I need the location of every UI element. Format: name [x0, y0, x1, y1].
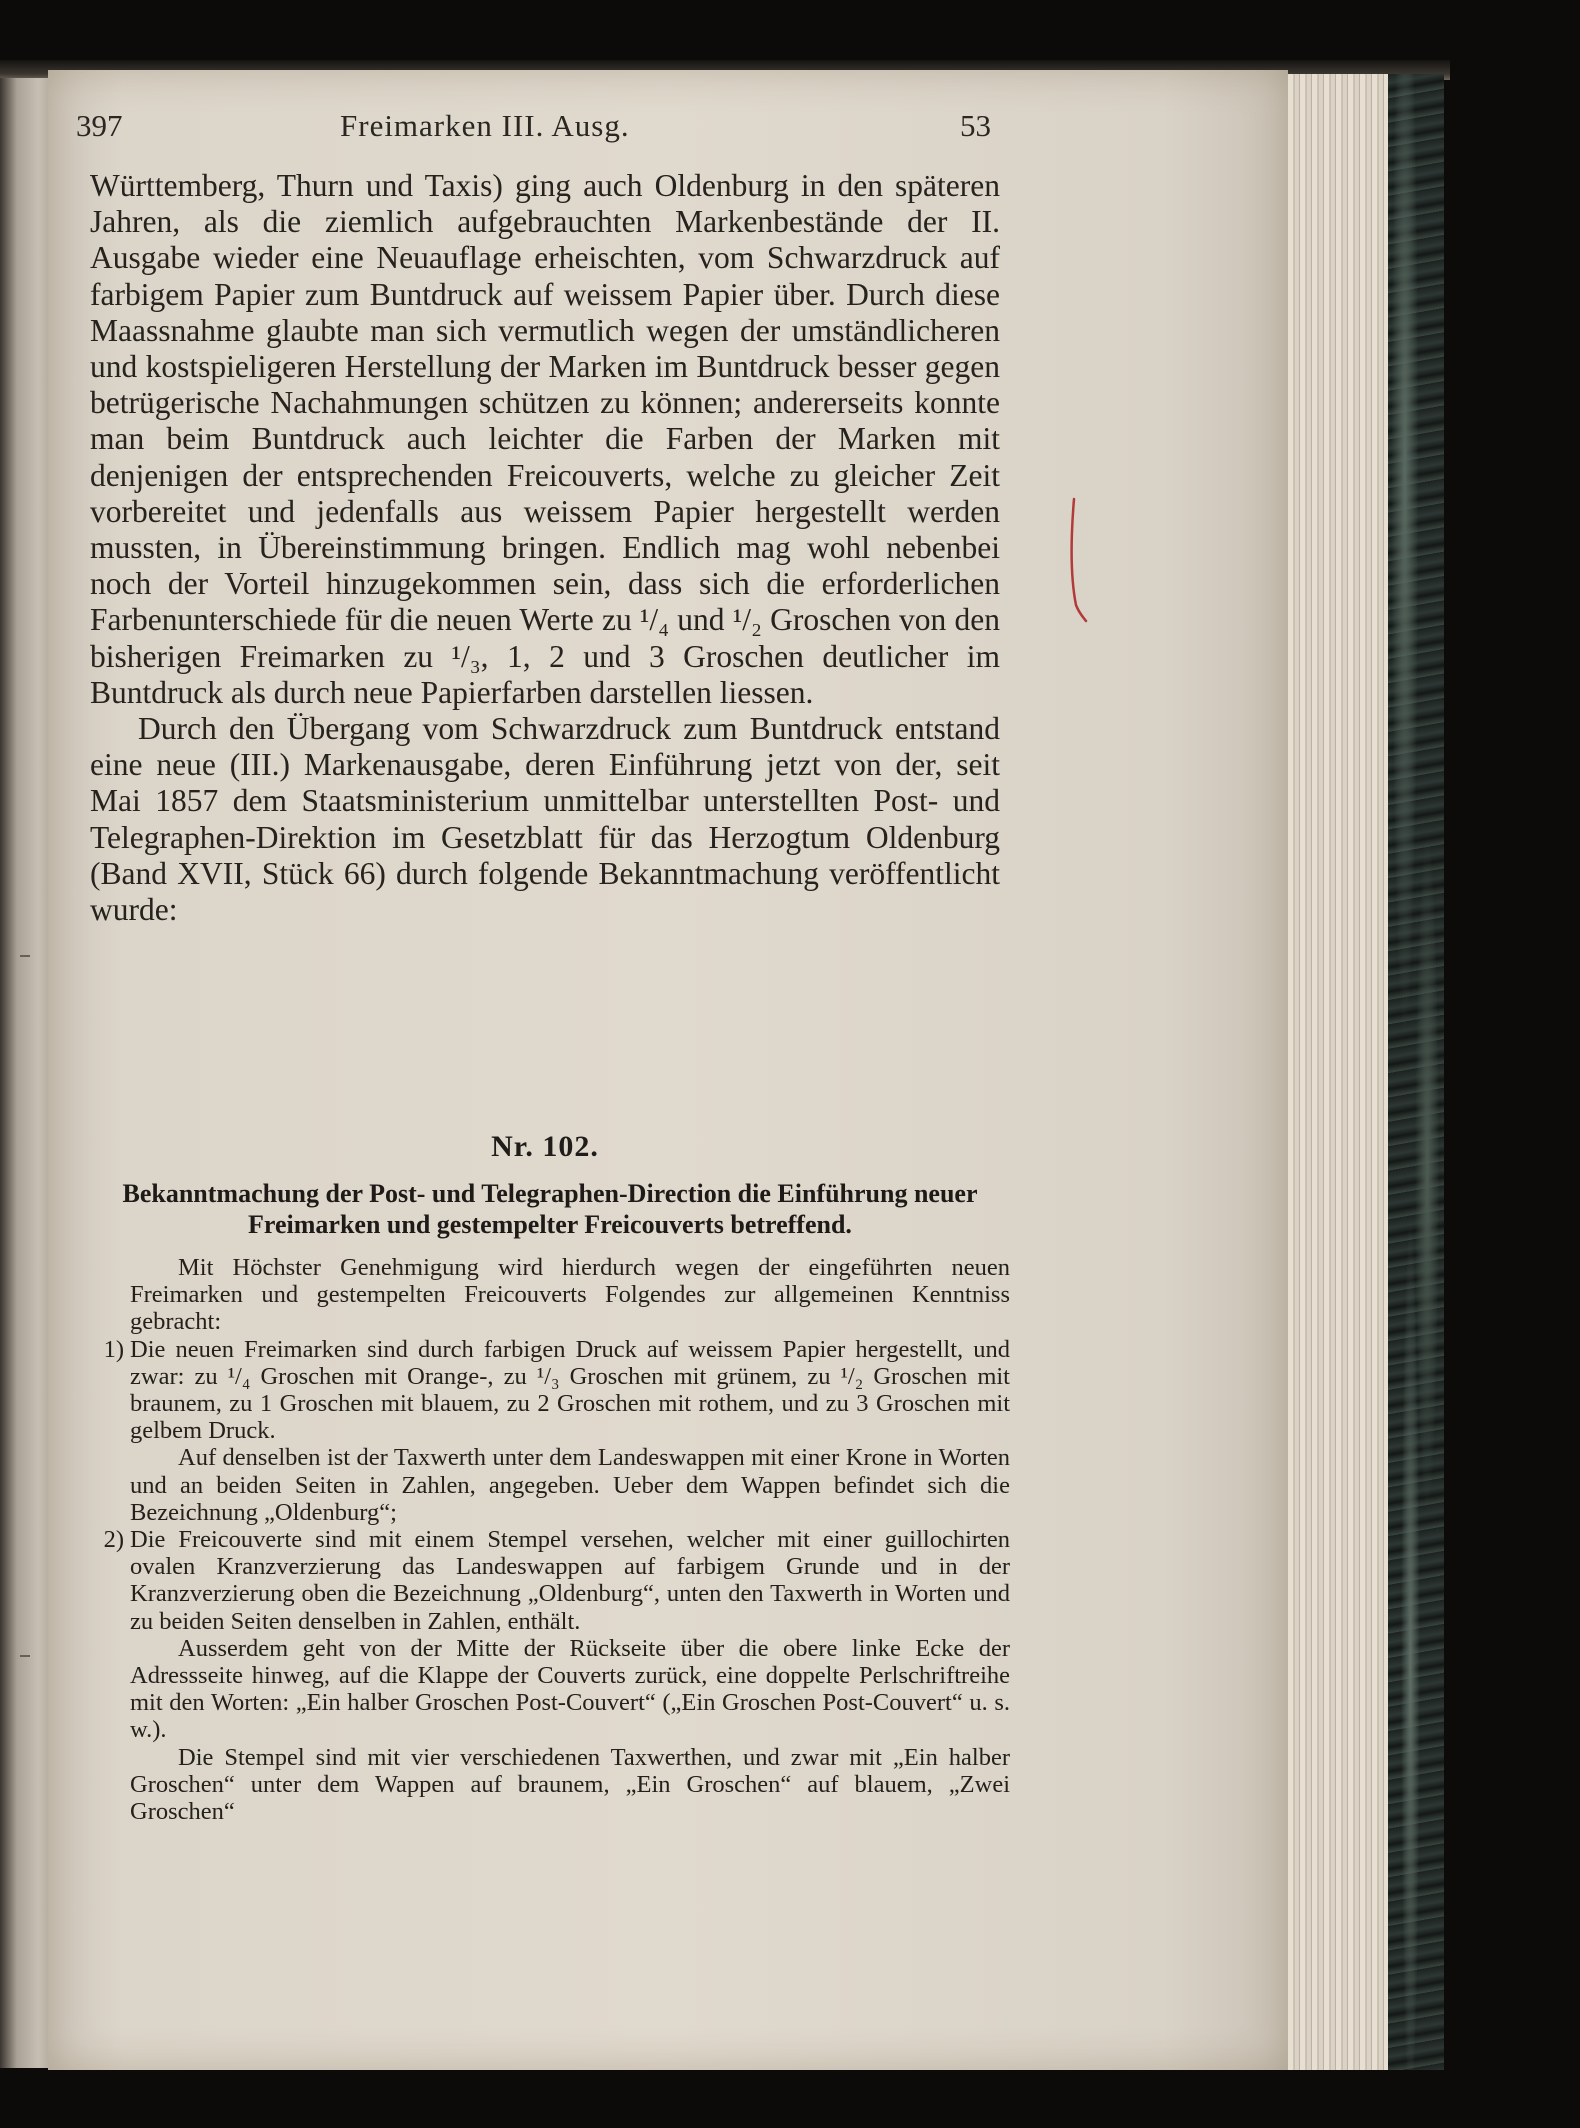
document-item-sub: [24, 1444, 1010, 1526]
left-page-number: 397: [76, 108, 123, 143]
document-intro: Mit Höchster Genehmigung wird hierdurch wegen der eingeführten neuen Freimarken und gestempelten Freicouverts Folgendes zur allgemeinen Kenntniss gebracht:: [130, 1254, 1010, 1336]
right-page-number: 53: [960, 108, 991, 143]
document-item: [24, 1336, 1010, 1445]
body-paragraph: Württemberg, Thurn und Taxis) ging auch Oldenburg in den späteren Jahren, als die ziemlich aufgebrauchten Markenbestände der II. Ausgabe wieder eine Neuauflage erheischten, vom Schwarzdruck auf farbigem Papier zum Buntdruck auf weissem Papier über. Durch diese Maassnahme glaubte man sich vermutlich wegen der umständlicheren und kostspieligeren Herstellung der Marken im Buntdruck besser gegen betrügerische Nachahmungen schützen zu können; andererseits konnte man beim Buntdruck auch leichter die Farben der Marken mit denjenigen der entsprechenden Freicouverts, welche zu gleicher Zeit vorbereitet und jedenfalls aus weissem Papier hergestellt werden mussten, in Übereinstimmung bringen. Endlich mag wohl nebenbei noch der Vorteil hinzugekommen sein, dass sich die erforderlichen Farbenunterschiede für die neuen Werte zu ¹/₄ und ¹/₂ Groschen von den bisherigen Freimarken zu ¹/₃, 1, 2 und 3 Groschen deutlicher im Buntdruck als durch neue Papierfarben darstellen liessen.: [90, 168, 1000, 710]
document-heading: Bekanntmachung der Post- und Telegraphen-Direction die Einführung neuer Freimarken und gestempelter Freicouverts betreffend.: [122, 1179, 978, 1239]
item-number: 2): [103, 1526, 124, 1554]
item-text: Die Freicouverte sind mit einem Stempel versehen, welcher mit einer guillochirten ovalen Kranzverzierung das Landeswappen auf farbigem Grunde und in der Kranzverzierung oben die Bezeichnung „Oldenburg“, unten den Taxwerth in Worten und zu beiden Seiten denselben in Zahlen, enthält.: [130, 1526, 1010, 1635]
main-text: [90, 168, 1000, 928]
item-subparagraph: Die Stempel sind mit vier verschiedenen Taxwerthen, und zwar mit „Ein halber Groschen“ unter dem Wappen auf braunem, „Ein Groschen“ auf blauem, „Zwei Groschen“: [130, 1743, 1010, 1826]
item-text: Die neuen Freimarken sind durch farbigen Druck auf weissem Papier hergestellt, und zwar: zu ¹/₄ Groschen mit Orange-, zu ¹/₃ Groschen mit grünem, zu ¹/₂ Groschen mit braunem, zu 1 Groschen mit blauem, zu 2 Groschen mit rothem, und zu 3 Groschen mit gelbem Druck.: [130, 1335, 1010, 1445]
red-pencil-mark: [1068, 495, 1090, 625]
document-item: [24, 1526, 1010, 1635]
running-title: Freimarken III. Ausg.: [340, 108, 630, 143]
document-number: Nr. 102.: [491, 1130, 599, 1163]
item-number: 1): [103, 1335, 124, 1363]
body-paragraph: Durch den Übergang vom Schwarzdruck zum Buntdruck entstand eine neue (III.) Markenausgabe, deren Einführung jetzt von der, seit Mai 1857 dem Staatsministerium unmittelbar unterstellten Post- und Telegraphen-Direktion im Gesetzblatt für das Herzogtum Oldenburg (Band XVII, Stück 66) durch folgende Bekanntmachung veröffentlicht wurde:: [90, 711, 1000, 928]
document-item-sub: [24, 1635, 1010, 1825]
marbled-cover: [1388, 74, 1444, 2070]
document-body: [103, 1254, 1010, 1826]
running-head: [0, 108, 1200, 148]
edge-mark: [20, 955, 30, 957]
page-block-edges: [1288, 74, 1388, 2070]
item-subparagraph: Ausserdem geht von der Mitte der Rückseite über die obere linke Ecke der Adressseite hinweg, auf die Klappe der Couverts zurück, eine doppelte Perlschriftreihe mit den Worten: „Ein halber Groschen Post-Couvert“ („Ein Groschen Post-Couvert“ u. s. w.).: [130, 1634, 1010, 1744]
item-subparagraph: Auf denselben ist der Taxwerth unter dem Landeswappen mit einer Krone in Worten und an beiden Seiten in Zahlen, angegeben. Ueber dem Wappen befindet sich die Bezeichnung „Oldenburg“;: [130, 1444, 1010, 1526]
